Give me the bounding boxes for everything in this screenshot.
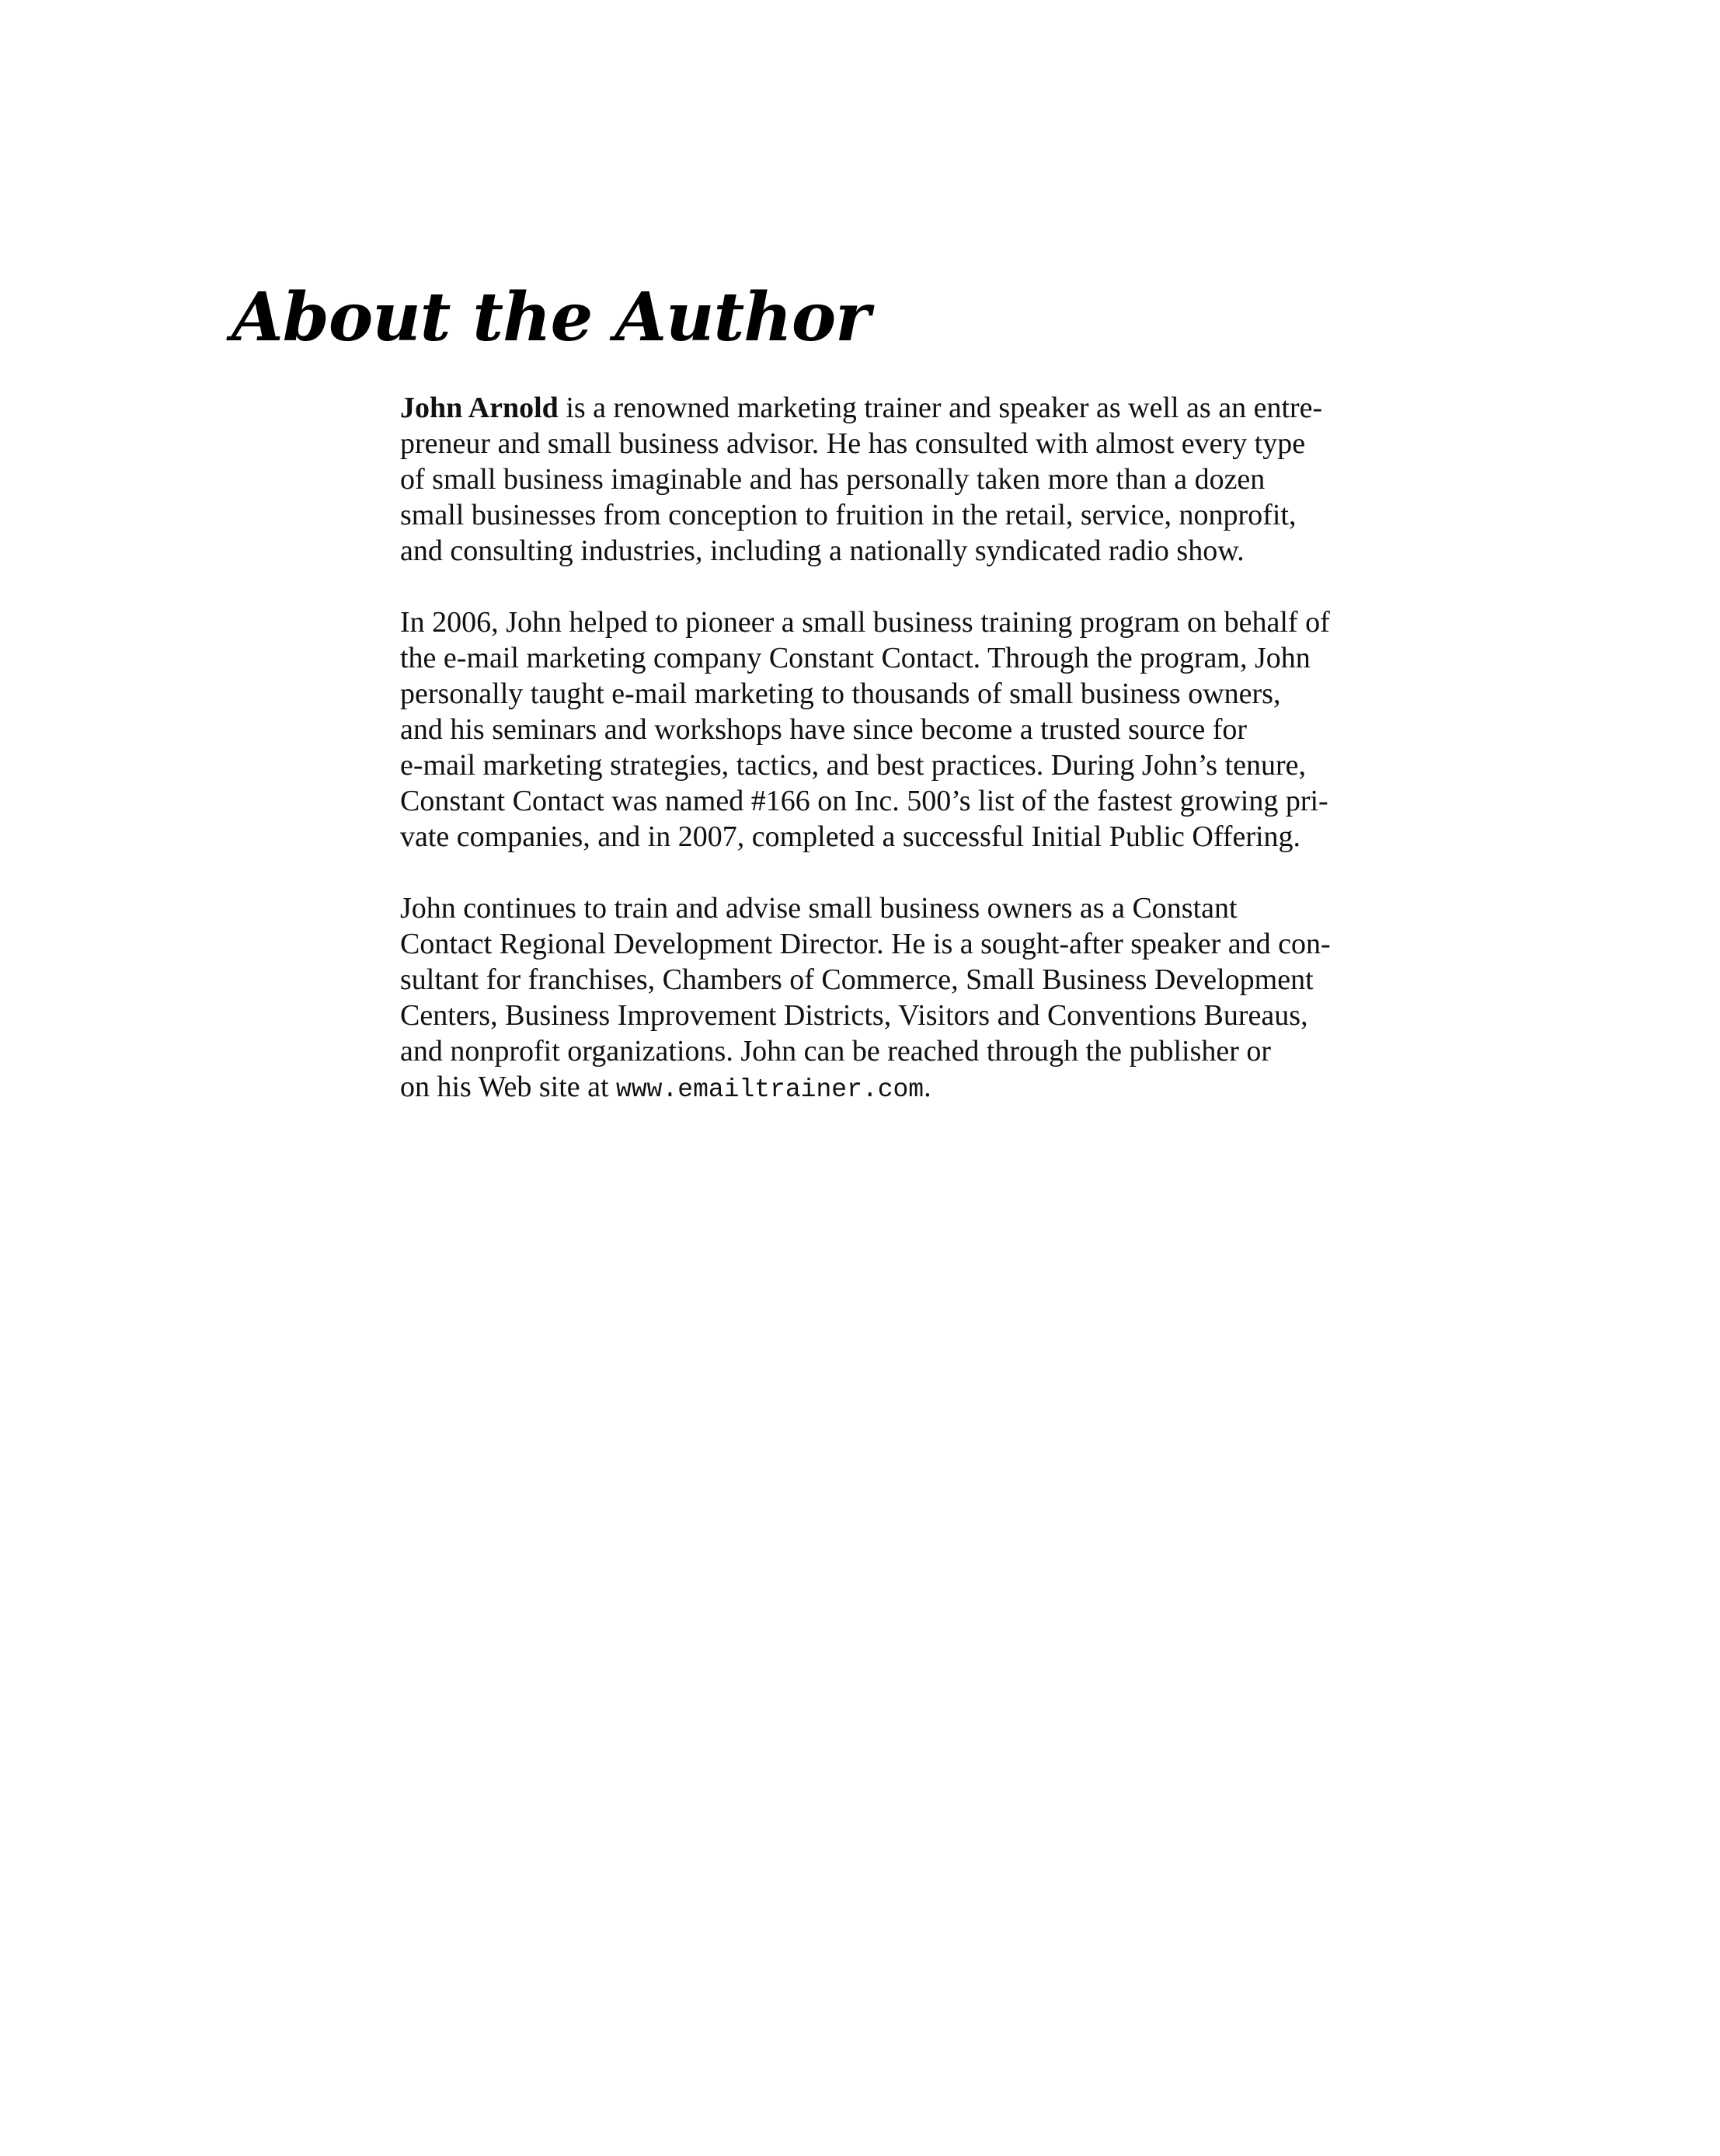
text-line: and nonprofit organizations. John can be reached through the publisher or (400, 1035, 1272, 1068)
text-line: the e-mail marketing company Constant Contact. Through the program, John (400, 642, 1311, 674)
text-line: and his seminars and workshops have since become a trusted source for (400, 713, 1248, 746)
author-name: John Arnold (400, 392, 559, 424)
text-line: sultant for franchises, Chambers of Commerce, Small Business Development (400, 963, 1314, 996)
text-line: vate companies, and in 2007, completed a successful Initial Public Offering. (400, 820, 1301, 853)
website-link[interactable]: www.emailtrainer.com (616, 1075, 924, 1104)
bio-paragraph-2 (400, 604, 1503, 855)
bio-paragraph-3 (400, 890, 1503, 1105)
text-line: In 2006, John helped to pioneer a small business training program on behalf of (400, 606, 1330, 639)
text-line: Constant Contact was named #166 on Inc. 500’s list of the fastest growing pri- (400, 785, 1328, 817)
text-line: personally taught e-mail marketing to thousands of small business owners, (400, 677, 1281, 710)
bio-paragraph-1 (400, 390, 1503, 569)
author-bio (400, 390, 1503, 1141)
text-line: small businesses from conception to fruition in the retail, service, nonprofit, (400, 499, 1297, 531)
text-line (400, 1069, 1503, 1105)
page-heading: About the Author (232, 278, 870, 357)
text-line: Centers, Business Improvement Districts, Visitors and Conventions Bureaus, (400, 999, 1308, 1032)
text-line (400, 390, 1503, 426)
text-line: preneur and small business advisor. He has consulted with almost every type (400, 427, 1306, 460)
website-suffix: . (924, 1071, 931, 1103)
text-line: and consulting industries, including a nationally syndicated radio show. (400, 535, 1245, 567)
text-line: Contact Regional Development Director. He is a sought-after speaker and con- (400, 928, 1331, 960)
text-line: John continues to train and advise small business owners as a Constant (400, 892, 1238, 925)
text-line-rest: is a renowned marketing trainer and speaker as well as an entre- (558, 392, 1323, 424)
website-prefix: on his Web site at (400, 1071, 617, 1103)
text-line: e-mail marketing strategies, tactics, and best practices. During John’s tenure, (400, 749, 1307, 782)
text-line: of small business imaginable and has personally taken more than a dozen (400, 463, 1266, 496)
